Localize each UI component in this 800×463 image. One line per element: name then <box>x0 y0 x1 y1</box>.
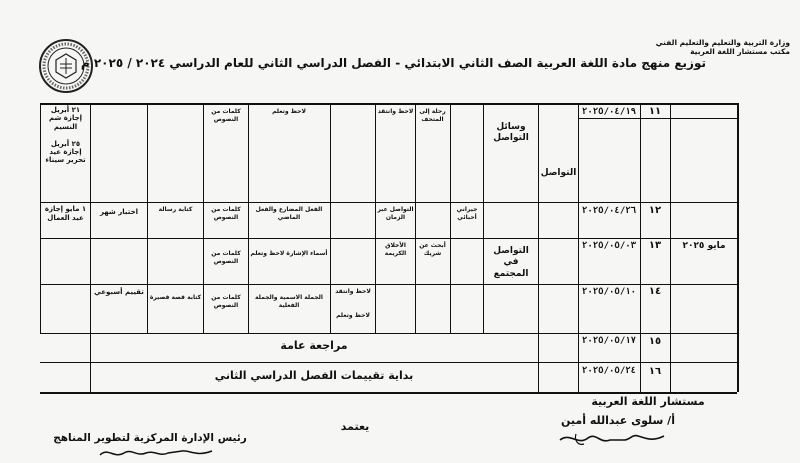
listening-activity: الأخلاق الكريمة <box>384 242 407 257</box>
grammar-topic: الجملة الاسمية والجملة الفعلية <box>255 294 323 309</box>
week-date: ٢٠٢٥/٠٤/٢٦ <box>581 206 637 216</box>
lesson-title: رحلة إلى المتحف <box>419 108 446 123</box>
week-number: ١٣ <box>648 240 662 251</box>
approval-label: يعتمد <box>340 420 370 433</box>
week-number: ١٦ <box>648 366 662 377</box>
lesson-title: أبحث عن شريك <box>419 242 446 257</box>
vocabulary-texts: كلمات من النصوص <box>211 206 241 221</box>
week-date: ٢٠٢٥/٠٥/٢٤ <box>581 366 637 376</box>
grammar-topic: لاحظ وتعلم <box>272 108 306 115</box>
week-date: ٢٠٢٥/٠٥/١٧ <box>581 336 637 346</box>
page-title: توزيع منهج مادة اللغة العربية الصف الثاني الابتدائي - الفصل الدراسي الثاني للعام الدراسي ٢٠٢٤ / ٢٠٢٥ م <box>80 56 706 70</box>
ministry-header <box>590 38 790 56</box>
week-number: ١٥ <box>648 336 662 347</box>
grammar-topic: الفعل المضارع والفعل الماضي <box>255 206 323 221</box>
theme-communication-means: وسائل التواصل <box>493 122 529 144</box>
ministry-name: وزارة التربية والتعليم والتعليم الفني <box>655 38 790 47</box>
assessment: اختبار شهر <box>99 208 139 216</box>
week-date: ٢٠٢٥/٠٥/١٠ <box>581 287 637 297</box>
office-name: مكتب مستشار اللغة العربية <box>690 47 790 56</box>
grammar-topic: أسماء الإشارة لاحظ وتعلم <box>250 250 328 257</box>
holiday-notes: ٢١ أبريل إجازة شم النسيم ٢٥ أبريل إجازة عيد تحرير سيناء <box>45 106 86 165</box>
week-date: ٢٠٢٥/٠٥/٠٣ <box>581 241 637 251</box>
week-number: ١٢ <box>648 205 662 216</box>
advisor-signature-icon <box>556 428 668 450</box>
lesson-title: التواصل عبر الزمان <box>377 206 414 221</box>
advisor-name: أ/ سلوى عبدالله أمين <box>561 414 675 427</box>
theme-community-communication: التواصل في المجتمع <box>493 246 529 279</box>
month-label: مايو ٢٠٢٥ <box>682 241 726 251</box>
general-review: مراجعة عامة <box>280 339 348 352</box>
head-signature-icon <box>96 445 216 461</box>
writing-task: كتابة قصة قصيرة <box>149 294 202 301</box>
advisor-title: مستشار اللغة العربية <box>591 395 705 408</box>
listening-activity: لاحظ وانتقد <box>377 108 414 115</box>
listening-activity: لاحظ وانتقد <box>335 288 371 295</box>
extra-lesson: جيراني أحبائي <box>456 206 478 221</box>
vocabulary-texts: كلمات من النصوص <box>211 294 241 309</box>
listening-activity: لاحظ وتعلم <box>336 312 370 319</box>
week-number: ١١ <box>648 106 662 117</box>
vocabulary-texts: كلمات من النصوص <box>211 108 241 123</box>
vocabulary-texts: كلمات من النصوص <box>211 250 241 265</box>
week-number: ١٤ <box>648 286 662 297</box>
week-date: ٢٠٢٥/٠٤/١٩ <box>581 107 637 117</box>
writing-task: كتابة رسالة <box>158 206 193 213</box>
head-title: رئيس الإدارة المركزية لتطوير المناهج <box>53 432 247 444</box>
assessment: تقييم أسبوعي <box>94 288 144 296</box>
holiday-notes: ١ مايو إجازة عيد العمال <box>44 205 87 222</box>
domain-label: التواصل <box>540 168 577 178</box>
assessment-start: بداية تقييمات الفصل الدراسي الثاني <box>214 369 414 382</box>
